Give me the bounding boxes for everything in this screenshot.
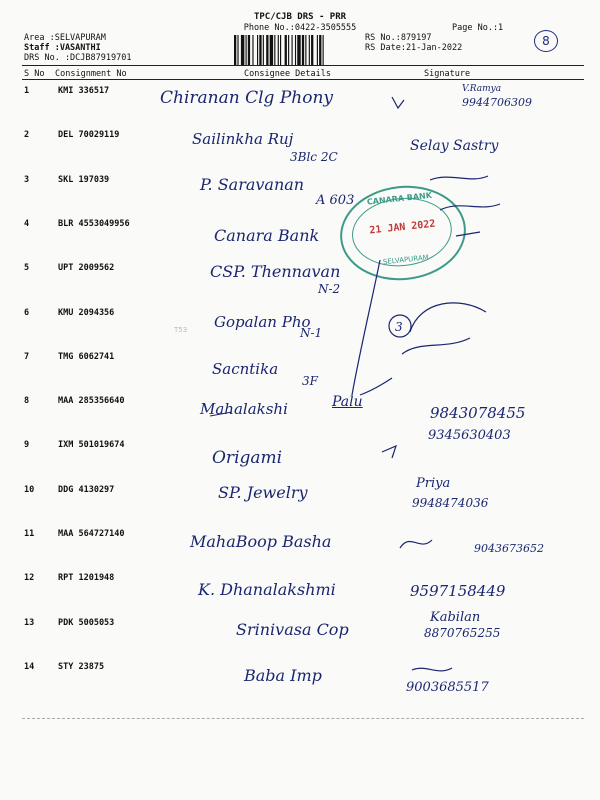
barcode-bar [259,35,261,65]
header-rule-bottom [22,79,584,80]
row-sno: 11 [24,529,35,539]
rs-number: RS No.:879197 [365,33,432,43]
row-sno: 14 [24,661,35,672]
hw-consignee-2: Sailinkha Ruj [192,130,294,148]
row-consignment-no: IXM 501019674 [58,440,125,451]
row-divider [22,344,584,345]
row-consignment-no: DDG 4130297 [58,484,115,495]
hw-sign-8: Palu [332,394,363,410]
hw-consignee-7: Sacntika [212,360,279,378]
barcode-bar [292,35,293,65]
bank-stamp-branch: SELVAPURAM [382,253,430,267]
row-divider [22,388,584,389]
hw-sign-10: Priya [416,476,451,491]
barcode-bar [274,35,275,65]
hw-consignee-4: Canara Bank [214,226,320,245]
row-divider [22,477,584,478]
row-divider [22,300,584,301]
staff-field: Staff :VASANTHI [24,43,101,53]
hw-consignee-13: Srinivasa Cop [236,620,349,639]
row-consignment-no: PDK 5005053 [58,617,115,628]
bank-stamp [335,180,470,287]
barcode-bar [237,35,238,65]
svg-text:T53: T53 [174,326,188,334]
row-sno: 8 [24,396,30,407]
header-rule-top [22,65,584,66]
hw-consignee-3: P. Saravanan [200,175,305,194]
barcode-bar [246,35,247,65]
barcode-bar [302,35,304,65]
hw-consignee-11: MahaBoop Basha [190,532,332,551]
row-sno: 12 [24,573,35,584]
hw-consignee-14: Baba Imp [244,666,322,685]
barcode-bar [252,35,253,65]
hw-sign-1: V.Ramya [462,84,502,94]
row-divider [22,255,584,256]
hw-consignee-2-sub: 3Blc 2C [290,150,338,164]
hw-phone-13: 8870765255 [424,626,501,640]
row-sno: 3 [24,174,30,185]
row-consignment-no: RPT 1201948 [58,573,115,584]
row-divider [22,565,584,566]
barcode-bar [309,35,310,65]
col-header-signature: Signature [424,69,471,79]
barcode-bar [285,35,287,65]
barcode-bar [295,35,296,65]
hw-phone-1: 9944706309 [462,96,532,109]
col-header-sno: S No [24,69,45,79]
row-consignment-no: MAA 564727140 [58,529,125,539]
row-divider [22,610,584,611]
area-field: Area :SELVAPURAM [24,33,106,43]
hw-phone-8: 9843078455 [430,404,526,422]
hw-phone-12: 9597158449 [410,582,506,600]
page-number: Page No.:1 [452,23,504,33]
row-sno: 4 [24,218,30,229]
bank-stamp-date: 21 JAN 2022 [368,218,436,237]
barcode-bar [297,35,300,65]
barcode-bar [323,35,324,65]
barcode-bar [305,35,306,65]
barcode-bar [317,35,318,65]
hw-consignee-3-sub: A 603 [316,193,355,208]
hw-consignee-1: Chiranan Clg Phony [160,88,333,108]
row-divider [22,654,584,655]
hw-consignee-10: SP. Jewelry [218,483,308,502]
barcode-bar [319,35,321,65]
hw-consignee-8: Mahalakshi [200,400,288,418]
hw-consignee-7-sub: 3F [302,374,318,388]
bank-stamp-bank-name: CANARA BANK [366,190,433,207]
col-header-consignment: Consignment No [55,69,127,79]
drs-number: DRS No. :DCJB87919701 [24,53,132,63]
barcode-bar [311,35,313,65]
footer-rule [22,718,584,719]
barcode-bar [280,35,281,65]
sheet-title: TPC/CJB DRS - PRR [253,12,347,22]
barcode-bar [278,35,279,65]
circled-page-mark: 8 [534,30,558,52]
row-sno: 6 [24,307,30,318]
hw-phone-11: 9043673652 [474,542,544,555]
row-consignment-no: SKL 197039 [58,174,110,185]
row-consignment-no: STY 23875 [58,661,105,672]
row-consignment-no: BLR 4553049956 [58,218,130,229]
barcode-bar [241,35,244,65]
rs-date: RS Date:21-Jan-2022 [365,43,463,53]
row-consignment-no: UPT 2009562 [58,263,115,274]
row-sno: 2 [24,130,30,141]
row-divider [22,521,584,522]
row-sno: 10 [24,484,35,495]
hw-consignee-5: CSP. Thennavan [210,262,341,281]
row-divider [22,211,584,212]
row-divider [22,167,584,168]
row-consignment-no: MAA 285356640 [58,396,125,407]
row-sno: 7 [24,351,30,362]
barcode-bar [270,35,273,65]
row-consignment-no: KMI 336517 [58,86,110,96]
row-divider [22,122,584,123]
row-sno: 13 [24,617,35,628]
hw-phone-10: 9948474036 [412,496,489,510]
barcode-bar [266,35,268,65]
barcode-bar [248,35,250,65]
phone-number: Phone No.:0422-3505555 [243,23,357,33]
hw-phone-14: 9003685517 [406,680,489,695]
barcode-bar [234,35,236,65]
row-sno: 9 [24,440,30,451]
hw-sign-13: Kabilan [430,610,481,625]
hw-consignee-6: Gopalan Pho [214,313,311,331]
row-sno: 1 [24,86,30,96]
hw-consignee-9: Origami [212,448,283,468]
hw-sign-2: Selay Sastry [410,138,499,154]
hw-consignee-12: K. Dhanalakshmi [198,580,336,599]
row-consignment-no: TMG 6062741 [58,351,115,362]
row-sno: 5 [24,263,30,274]
hw-phone-9: 9345630403 [428,428,511,443]
hw-consignee-5-sub: N-2 [318,282,341,296]
svg-text:3: 3 [395,320,403,334]
barcode-bar [257,35,258,65]
barcode-bar [263,35,264,65]
barcode-bar [288,35,289,65]
barcode-image [234,35,360,65]
row-consignment-no: KMU 2094356 [58,307,115,318]
col-header-consignee: Consignee Details [244,69,331,79]
hw-consignee-6-sub: N-1 [300,326,323,340]
row-consignment-no: DEL 70029119 [58,130,120,141]
